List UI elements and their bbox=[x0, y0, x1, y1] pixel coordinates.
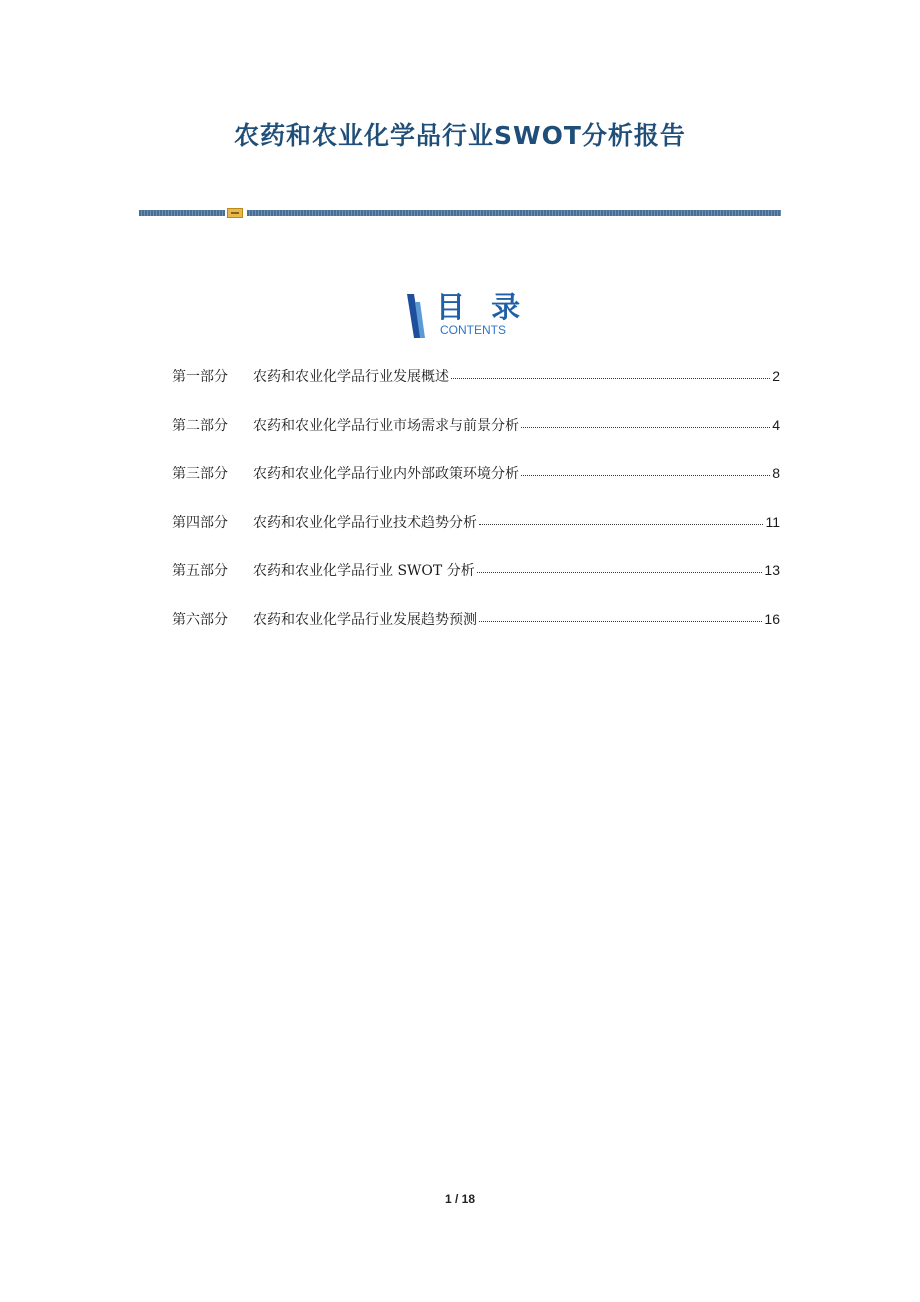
toc-slash-icon bbox=[405, 294, 425, 338]
toc-dot-leader bbox=[521, 426, 770, 428]
toc-entry-page: 2 bbox=[772, 368, 780, 384]
toc-entry-title: 农药和农业化学品行业发展趋势预测 bbox=[253, 611, 477, 628]
divider-badge-icon bbox=[227, 208, 243, 218]
toc-entry-part: 第一部分 bbox=[172, 369, 228, 385]
divider-bar-right bbox=[247, 210, 781, 216]
page-indicator: 1 / 18 bbox=[444, 1192, 476, 1206]
toc-entry[interactable] bbox=[172, 560, 780, 609]
toc-dot-leader bbox=[479, 523, 763, 525]
toc-entry-page: 8 bbox=[772, 465, 780, 481]
title-divider bbox=[139, 208, 781, 218]
toc-entry-page: 13 bbox=[764, 562, 780, 578]
toc-entry-part: 第五部分 bbox=[172, 563, 228, 579]
toc-entry[interactable] bbox=[172, 512, 780, 561]
toc-entry[interactable] bbox=[172, 463, 780, 512]
toc-entry-part: 第六部分 bbox=[172, 611, 228, 628]
toc-entry-title: 农药和农业化学品行业内外部政策环境分析 bbox=[253, 466, 519, 482]
toc-entry-part: 第四部分 bbox=[172, 514, 228, 531]
toc-dot-leader bbox=[451, 377, 770, 379]
toc-entry-part: 第二部分 bbox=[172, 417, 228, 434]
toc-entry[interactable] bbox=[172, 609, 780, 658]
toc-entry-title: 农药和农业化学品行业发展概述 bbox=[253, 369, 449, 385]
toc-list bbox=[172, 366, 780, 657]
toc-heading: 目 录 bbox=[436, 290, 529, 324]
toc-entry-page: 4 bbox=[772, 416, 780, 433]
document-title: 农药和农业化学品行业SWOT分析报告 bbox=[234, 121, 686, 150]
toc-dot-leader bbox=[521, 474, 770, 476]
toc-entry-title: 农药和农业化学品行业 SWOT 分析 bbox=[253, 563, 475, 579]
toc-entry-page: 11 bbox=[765, 513, 780, 530]
toc-entry[interactable] bbox=[172, 415, 780, 464]
toc-header bbox=[405, 290, 535, 340]
toc-entry[interactable] bbox=[172, 366, 780, 415]
toc-entry-part: 第三部分 bbox=[172, 466, 228, 482]
toc-entry-page: 16 bbox=[764, 610, 780, 627]
divider-bar-left bbox=[139, 210, 225, 216]
toc-dot-leader bbox=[479, 620, 762, 622]
toc-dot-leader bbox=[477, 571, 763, 573]
toc-entry-title: 农药和农业化学品行业市场需求与前景分析 bbox=[253, 417, 519, 434]
toc-entry-title: 农药和农业化学品行业技术趋势分析 bbox=[253, 514, 477, 531]
toc-subheading: CONTENTS bbox=[440, 323, 506, 337]
